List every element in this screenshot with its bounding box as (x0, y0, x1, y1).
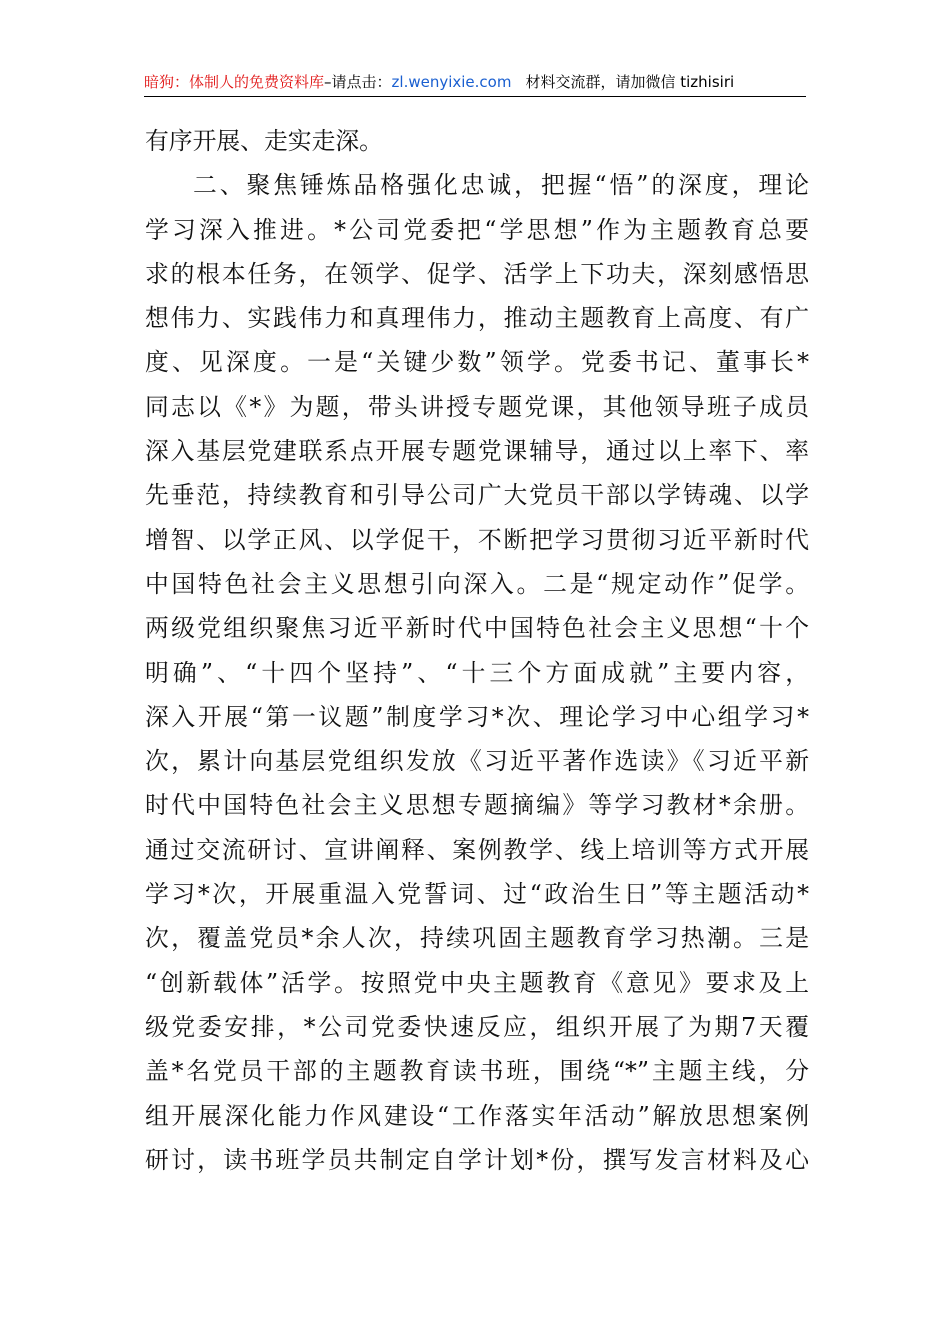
text-line: 深入开展“第一议题”制度学习*次、理论学习中心组学习* (145, 702, 809, 731)
document-body (145, 119, 809, 1182)
contact-note: 材料交流群，请加微信 tizhisiri (525, 73, 735, 91)
text-line: 次，累计向基层党组织发放《习近平著作选读》《习近平新 (145, 747, 809, 776)
text-line: 两级党组织聚焦习近平新时代中国特色社会主义思想“十个 (145, 614, 809, 643)
text-line: 明确”、“十四个坚持”、“十三个方面成就”主要内容， (145, 658, 809, 687)
text-line: 求的根本任务，在领学、促学、活学上下功夫，深刻感悟思 (145, 259, 809, 288)
text-line: 学习*次，开展重温入党誓词、过“政治生日”等主题活动* (145, 880, 809, 909)
text-line: 度、见深度。一是“关键少数”领学。党委书记、董事长* (145, 348, 809, 377)
text-line: 中国特色社会主义思想引向深入。二是“规定动作”促学。 (145, 569, 809, 598)
header-divider (144, 96, 806, 97)
text-line: 学习深入推进。*公司党委把“学思想”作为主题教育总要 (145, 215, 809, 244)
text-line: 深入基层党建联系点开展专题党课辅导，通过以上率下、率 (145, 437, 809, 466)
text-line: 盖*名党员干部的主题教育读书班，围绕“*”主题主线，分 (145, 1057, 809, 1086)
click-prompt: –请点击： (324, 73, 392, 91)
site-link[interactable]: zl.wenyixie.com (391, 73, 512, 91)
text-line: 二、聚焦锤炼品格强化忠诚，把握“悟”的深度，理论 (193, 171, 809, 200)
text-line: 先垂范，持续教育和引导公司广大党员干部以学铸魂、以学 (145, 481, 809, 510)
text-line: 同志以《*》为题，带头讲授专题党课，其他领导班子成员 (145, 392, 809, 421)
text-line: 组开展深化能力作风建设“工作落实年活动”解放思想案例 (145, 1101, 809, 1130)
text-line: “创新载体”活学。按照党中央主题教育《意见》要求及上 (145, 968, 809, 997)
text-line: 时代中国特色社会主义思想专题摘编》等学习教材*余册。 (145, 791, 809, 820)
site-label: 暗狗：体制人的免费资料库 (144, 73, 325, 91)
text-line: 有序开展、走实走深。 (145, 127, 383, 155)
watermark-header (144, 70, 806, 94)
text-line: 研讨，读书班学员共制定自学计划*份，撰写发言材料及心 (145, 1145, 809, 1174)
text-line: 增智、以学正风、以学促干，不断把学习贯彻习近平新时代 (145, 525, 809, 554)
text-line: 通过交流研讨、宣讲阐释、案例教学、线上培训等方式开展 (145, 835, 809, 864)
text-line: 想伟力、实践伟力和真理伟力，推动主题教育上高度、有广 (145, 304, 809, 333)
text-line: 级党委安排，*公司党委快速反应，组织开展了为期7天覆 (145, 1012, 809, 1041)
text-line: 次，覆盖党员*余人次，持续巩固主题教育学习热潮。三是 (145, 924, 809, 953)
